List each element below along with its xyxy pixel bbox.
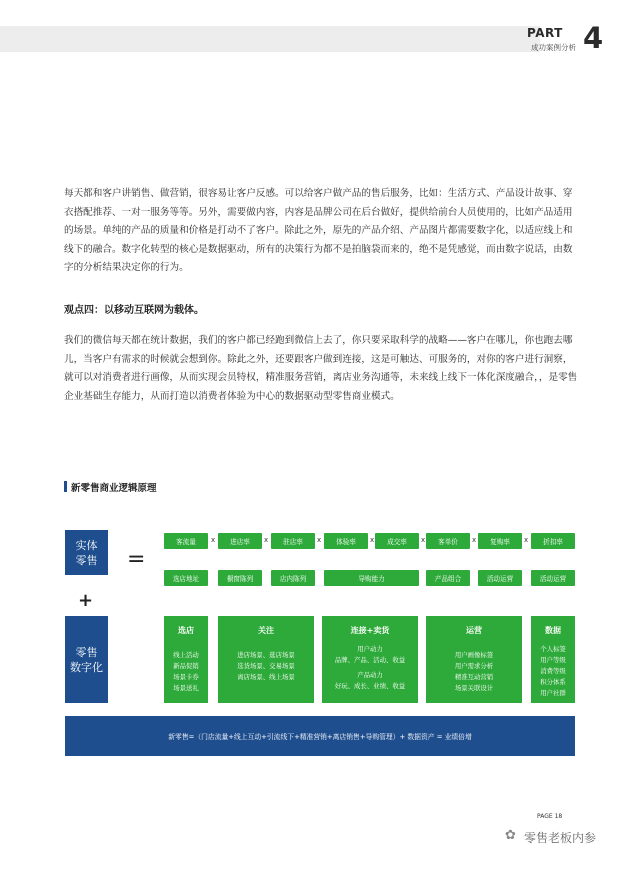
driver-store-display: 店内陈列 [271,570,315,586]
category-title: 选店 [178,626,194,635]
category-operation [426,616,522,703]
driver-event-ops: 活动运营 [531,570,575,586]
category-line: 消费等级 [540,667,566,675]
formula-bar: 新零售=（门店流量+线上互动+引流线下+精准营销+离店销售+导购管理）+ 数据资产 = 业绩倍增 [65,716,575,756]
category-line: 选货场景、交易场景 [237,662,295,670]
times-sign: x [264,536,269,544]
times-sign: x [472,536,477,544]
category-body [218,650,314,683]
category-line: 新品促销 [173,662,199,670]
paragraph-1: 每天都和客户讲销售、做营销，很容易让客户反感。可以给客户做产品的售后服务，比如：生活方式、产品设计故事、穿衣搭配推荐、一对一服务等等。另外，需要做内容，内容是品牌公司在后台做好，提供给前台人员使用的，比如产品适用的场景。单纯的产品的质量和价格是打动不了客户。除此之外，原先的产品介绍、产品图片都需要数字化，以适应线上和线下的融合。数字化转型的核心是数据驱动，所有的决策行为都不是拍脑袋而来的，绝不是凭感觉，而由数字说话，由数字的分析结果决定你的行为。 [64,188,573,273]
times-sign: x [524,536,529,544]
part-number: 4 [583,21,604,55]
category-line: 场景卡券 [173,673,199,681]
metric-entry-rate: 进店率 [218,533,262,549]
category-line: 用户等级 [540,656,566,664]
category-line: 用户动力 [357,645,383,653]
category-connect-sell [322,616,418,703]
category-line: 积分体系 [540,678,566,686]
category-shop-select [164,616,208,703]
category-line: 产品动力 [357,671,383,679]
part-label: PART [527,26,563,40]
metric-traffic: 客流量 [164,533,208,549]
metric-stay-rate: 驻店率 [271,533,315,549]
times-sign: x [421,536,426,544]
header-band [0,26,540,52]
category-title: 数据 [545,626,561,635]
driver-guide-ability: 导购能力 [324,570,419,586]
metric-experience-rate: 体验率 [324,533,368,549]
category-line: 用户需求分析 [454,662,494,670]
times-sign: x [370,536,375,544]
category-line: 个人标签 [540,645,566,653]
page-number: PAGE 18 [537,813,563,820]
paragraph-2: 我们的微信每天都在统计数据，我们的客户都已经跑到微信上去了，你只要采取科学的战略——客户在哪儿，你也跑去哪儿，当客户有需求的时候就会想到你。除此之外，还要跟客户做到连接，这是可触达、可服务的，对你的客户进行洞察，就可以对消费者进行画像，从而实现会员特权，精准服务营销，离店业务沟通等，未来线上线下一体化深度融合，，是零售企业基础生存能力，从而打造以消费者体验为中心的数据驱动型零售商业模式。 [64,335,578,402]
equals-sign: = [127,547,146,572]
category-line: 场景送礼 [173,684,199,692]
plus-sign: + [78,590,94,611]
driver-product-mix: 产品组合 [426,570,470,586]
physical-retail-line1: 实体 [75,538,98,552]
driver-event-ops: 活动运营 [478,570,522,586]
category-data [531,616,575,703]
times-sign: x [317,536,322,544]
category-line: 精准互动营销 [454,673,494,681]
physical-retail-box [65,530,108,575]
category-body [531,644,575,699]
category-line: 进店场景、逛店场景 [237,651,295,659]
diagram-title: 新零售商业逻辑原理 [71,483,157,494]
physical-retail-line2: 零售 [75,553,98,567]
retail-digitization-line1: 零售 [75,645,98,659]
driver-window-display: 橱窗陈列 [218,570,262,586]
metric-avg-order: 客单价 [426,533,470,549]
metric-conversion-rate: 成交率 [375,533,419,549]
category-body [322,644,418,692]
metric-repurchase-rate: 复购率 [478,533,522,549]
category-line: 用户画像标签 [454,651,494,659]
category-title: 关注 [258,626,274,635]
retail-digitization-line2: 数字化 [70,660,103,674]
driver-shop-site: 选店地址 [164,570,208,586]
category-body [426,650,522,694]
metric-discount-rate: 折扣率 [531,533,575,549]
section-subtitle: 成功案例分析 [531,43,576,52]
category-line: 好玩、成长、业绩、收益 [334,682,406,690]
watermark-text: 零售老板内参 [524,831,597,845]
category-line: 线上活动 [173,651,199,659]
category-line: 场景关联设计 [454,684,494,692]
category-line: 品牌、产品、活动、收益 [334,656,406,664]
times-sign: x [211,536,216,544]
category-line: 离店场景、线上场景 [237,673,295,681]
category-title: 运营 [466,626,482,635]
retail-digitization-box [65,616,108,703]
category-body [164,650,208,694]
category-attention [218,616,314,703]
category-line: 用户社群 [540,689,566,697]
viewpoint-heading: 观点四：以移动互联网为载体。 [64,305,204,316]
wechat-icon: ✿ [505,828,516,843]
category-title: 连接+卖货 [350,626,390,635]
